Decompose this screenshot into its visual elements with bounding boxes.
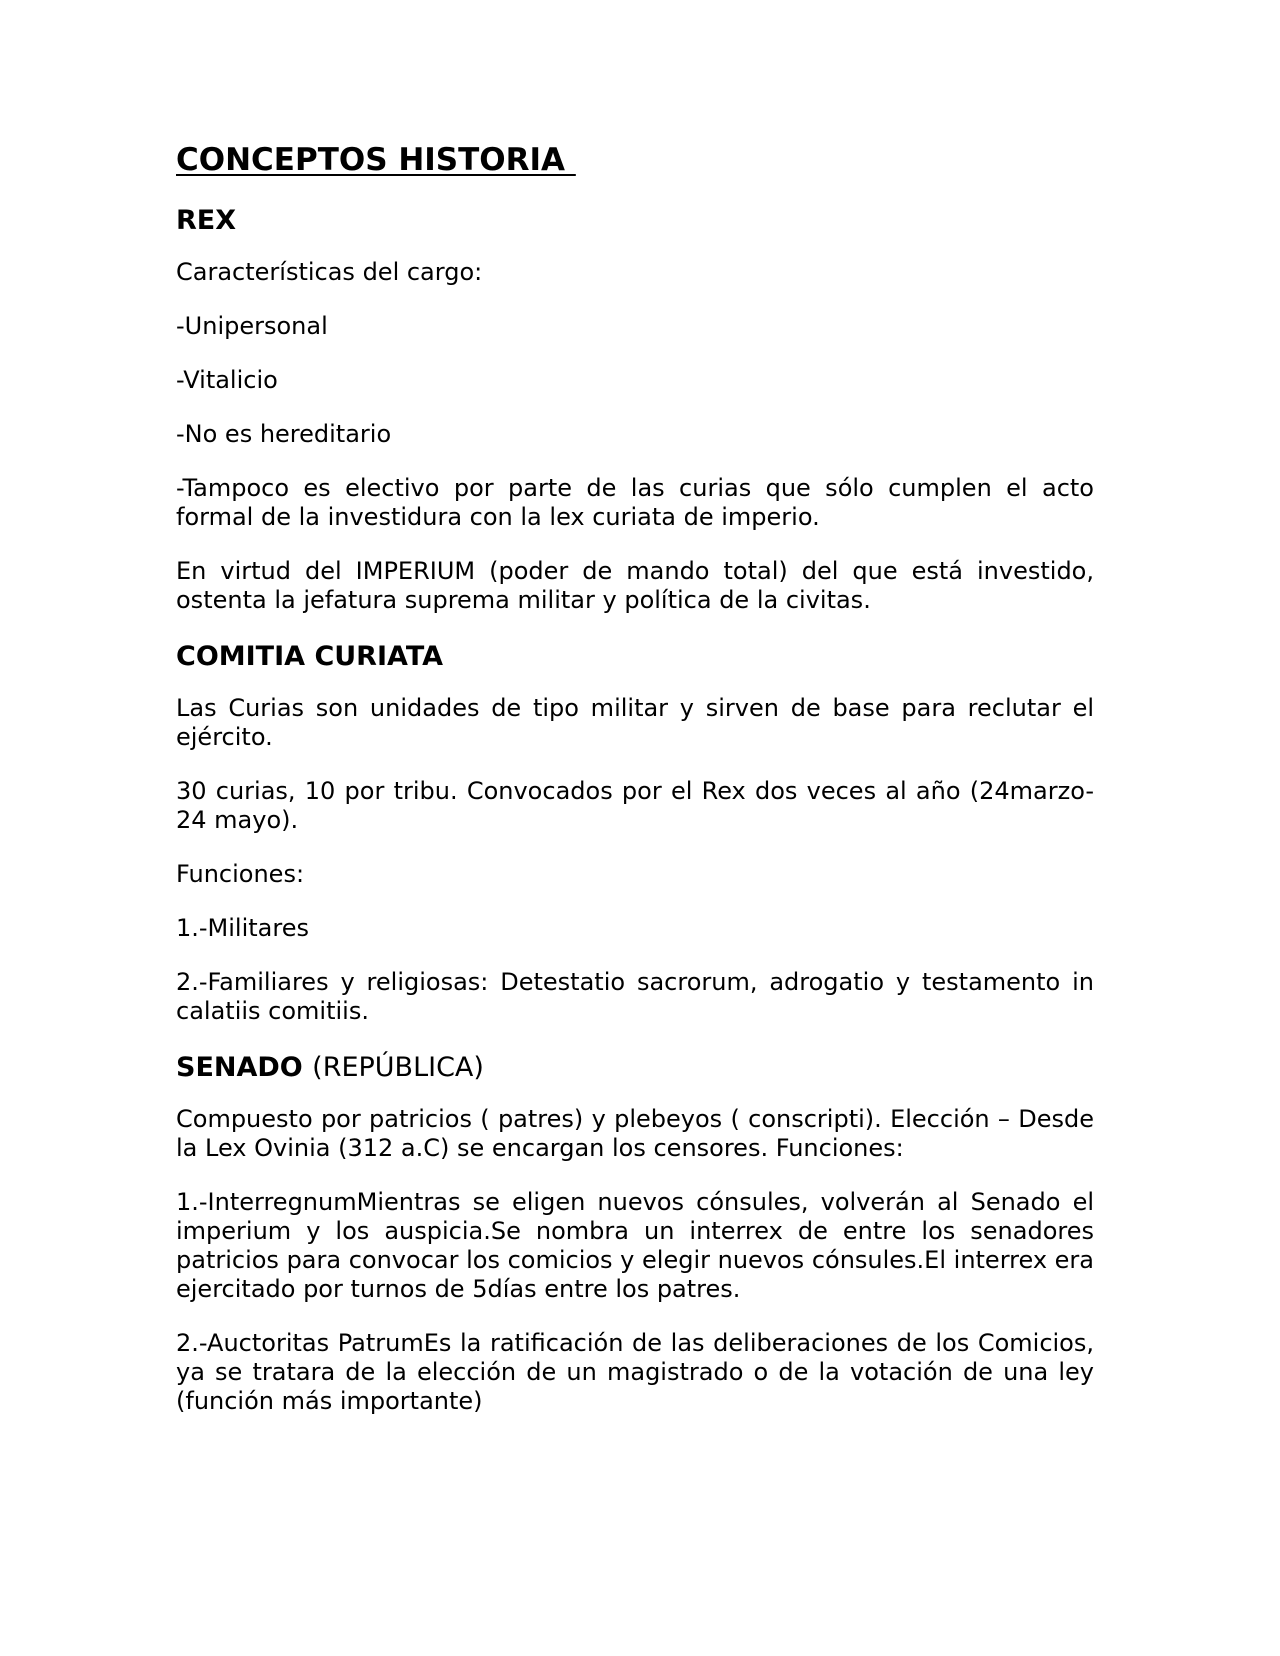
paragraph: 1.-InterregnumMientras se eligen nuevos cónsules, volverán al Senado el imperium y los auspicia.Se nombra un interrex de entre los senadores patricios para convocar los comicios y elegir nuevos cónsules.El interrex era ejercitado por turnos de 5días entre los patres.: [176, 1188, 1094, 1303]
section-senado: [176, 1051, 1094, 1416]
paragraph: Características del cargo:: [176, 258, 483, 286]
paragraph: -Unipersonal: [176, 312, 328, 340]
document-page: [176, 140, 1094, 1441]
paragraph: -Tampoco es electivo por parte de las curias que sólo cumplen el acto formal de la investidura con la lex curiata de imperio.: [176, 474, 1094, 531]
paragraph: Funciones:: [176, 860, 305, 888]
section-comitia-curiata: [176, 640, 1094, 1026]
paragraph: 2.-Familiares y religiosas: Detestatio sacrorum, adrogatio y testamento in calatiis comitiis.: [176, 968, 1094, 1025]
paragraph: En virtud del IMPERIUM (poder de mando total) del que está investido, ostenta la jefatura suprema militar y política de la civitas.: [176, 557, 1094, 614]
section-heading-comitia-curiata: COMITIA CURIATA: [176, 641, 444, 672]
paragraph: -Vitalicio: [176, 366, 278, 394]
section-heading-senado: [176, 1051, 1094, 1085]
paragraph: Compuesto por patricios ( patres) y plebeyos ( conscripti). Elección – Desde la Lex Ovinia (312 a.C) se encargan los censores. Funciones:: [176, 1105, 1094, 1162]
paragraph: 1.-Militares: [176, 914, 309, 942]
document-title: [176, 140, 1094, 180]
paragraph: -No es hereditario: [176, 420, 392, 448]
document-title-text: CONCEPTOS HISTORIA: [176, 142, 576, 178]
paragraph: Las Curias son unidades de tipo militar y sirven de base para reclutar el ejército.: [176, 694, 1094, 751]
section-heading-senado-suffix: (REPÚBLICA): [312, 1052, 484, 1083]
paragraph: 2.-Auctoritas PatrumEs la ratificación de las deliberaciones de los Comicios, ya se tratara de la elección de un magistrado o de la votación de una ley (función más importante): [176, 1329, 1094, 1415]
section-heading-senado-text: SENADO: [176, 1052, 303, 1083]
section-heading-rex: REX: [176, 205, 237, 236]
paragraph: 30 curias, 10 por tribu. Convocados por el Rex dos veces al año (24marzo-24 mayo).: [176, 777, 1094, 834]
section-rex: [176, 204, 1094, 615]
